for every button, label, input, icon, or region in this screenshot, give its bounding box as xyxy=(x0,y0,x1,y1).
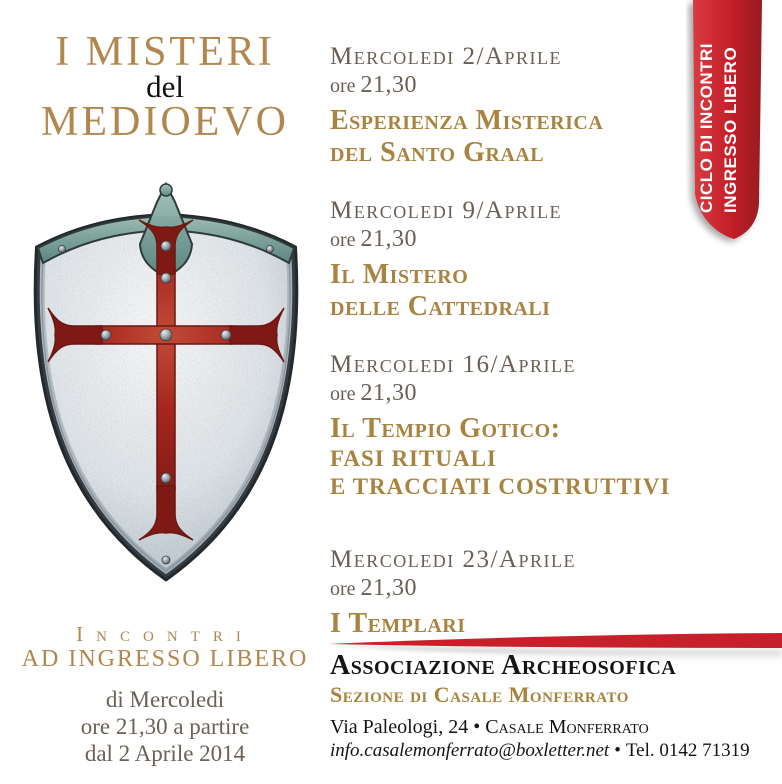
time-label: ore xyxy=(330,229,356,251)
ribbon-icon xyxy=(686,0,766,252)
organizer-address xyxy=(330,715,782,739)
event-title-line: del Santo Graal xyxy=(330,137,545,168)
event-title-line: Il Mistero xyxy=(330,259,469,290)
separator-dot: • xyxy=(614,740,621,761)
organizer-section: Sezione di Casale Monferrato xyxy=(330,682,629,707)
organizer-name: Associazione Archeosofica xyxy=(330,650,677,681)
event-time xyxy=(330,379,782,408)
schedule-line-1: di Mercoledi xyxy=(105,687,225,712)
ribbon-text-line-1: CICLO DI INCONTRI xyxy=(697,43,716,213)
event-item-3 xyxy=(330,350,782,501)
event-title-line: E TRACCIATI COSTRUTTIVI xyxy=(330,474,671,499)
event-title-line: I Templari xyxy=(330,608,466,639)
time-label: ore xyxy=(330,383,356,405)
time-value: 21,30 xyxy=(360,72,418,98)
ribbon-text-line-2: INGRESSO LIBERO xyxy=(721,46,740,213)
event-time xyxy=(330,574,782,603)
event-date: Mercoledi 9/Aprile xyxy=(330,197,562,224)
event-title xyxy=(330,259,782,323)
event-title-line: FASI RITUALI xyxy=(330,446,497,471)
event-title xyxy=(330,413,782,501)
event-date: Mercoledi 2/Aprile xyxy=(330,43,562,70)
time-value: 21,30 xyxy=(360,226,418,252)
shield-icon xyxy=(20,170,312,592)
city-name: Casale Monferrato xyxy=(485,716,649,738)
poster-title-line-2: del xyxy=(146,69,184,104)
ribbon-banner xyxy=(686,0,766,252)
subtitle-line-1: Incontri xyxy=(76,622,254,646)
time-value: 21,30 xyxy=(360,575,418,601)
event-title-line: Il Tempio Gotico: xyxy=(330,413,561,444)
organizer-block xyxy=(330,650,782,762)
poster-title xyxy=(0,30,330,144)
event-date: Mercoledi 23/Aprile xyxy=(330,546,576,573)
free-entry-subtitle xyxy=(0,622,330,672)
templar-shield-illustration xyxy=(20,170,312,592)
phone-number: Tel. 0142 71319 xyxy=(625,740,750,761)
schedule-note xyxy=(0,686,330,767)
time-label: ore xyxy=(330,75,356,97)
event-date: Mercoledi 16/Aprile xyxy=(330,351,576,378)
time-label: ore xyxy=(330,578,356,600)
event-title-line: delle Cattedrali xyxy=(330,291,551,322)
email-address: info.casalemonferrato@boxletter.net xyxy=(330,740,610,761)
event-title-line: Esperienza Misterica xyxy=(330,105,604,136)
schedule-line-2: ore 21,30 a partire xyxy=(80,714,250,739)
street-address: Via Paleologi, 24 xyxy=(330,716,469,738)
poster-title-line-1: I MISTERI xyxy=(55,29,275,75)
time-value: 21,30 xyxy=(360,380,418,406)
schedule-line-3: dal 2 Aprile 2014 xyxy=(84,741,246,766)
poster-title-line-3: MEDIOEVO xyxy=(41,99,289,145)
organizer-contact xyxy=(330,739,782,762)
separator-dot: • xyxy=(473,716,481,738)
subtitle-line-2: AD INGRESSO LIBERO xyxy=(21,646,309,672)
